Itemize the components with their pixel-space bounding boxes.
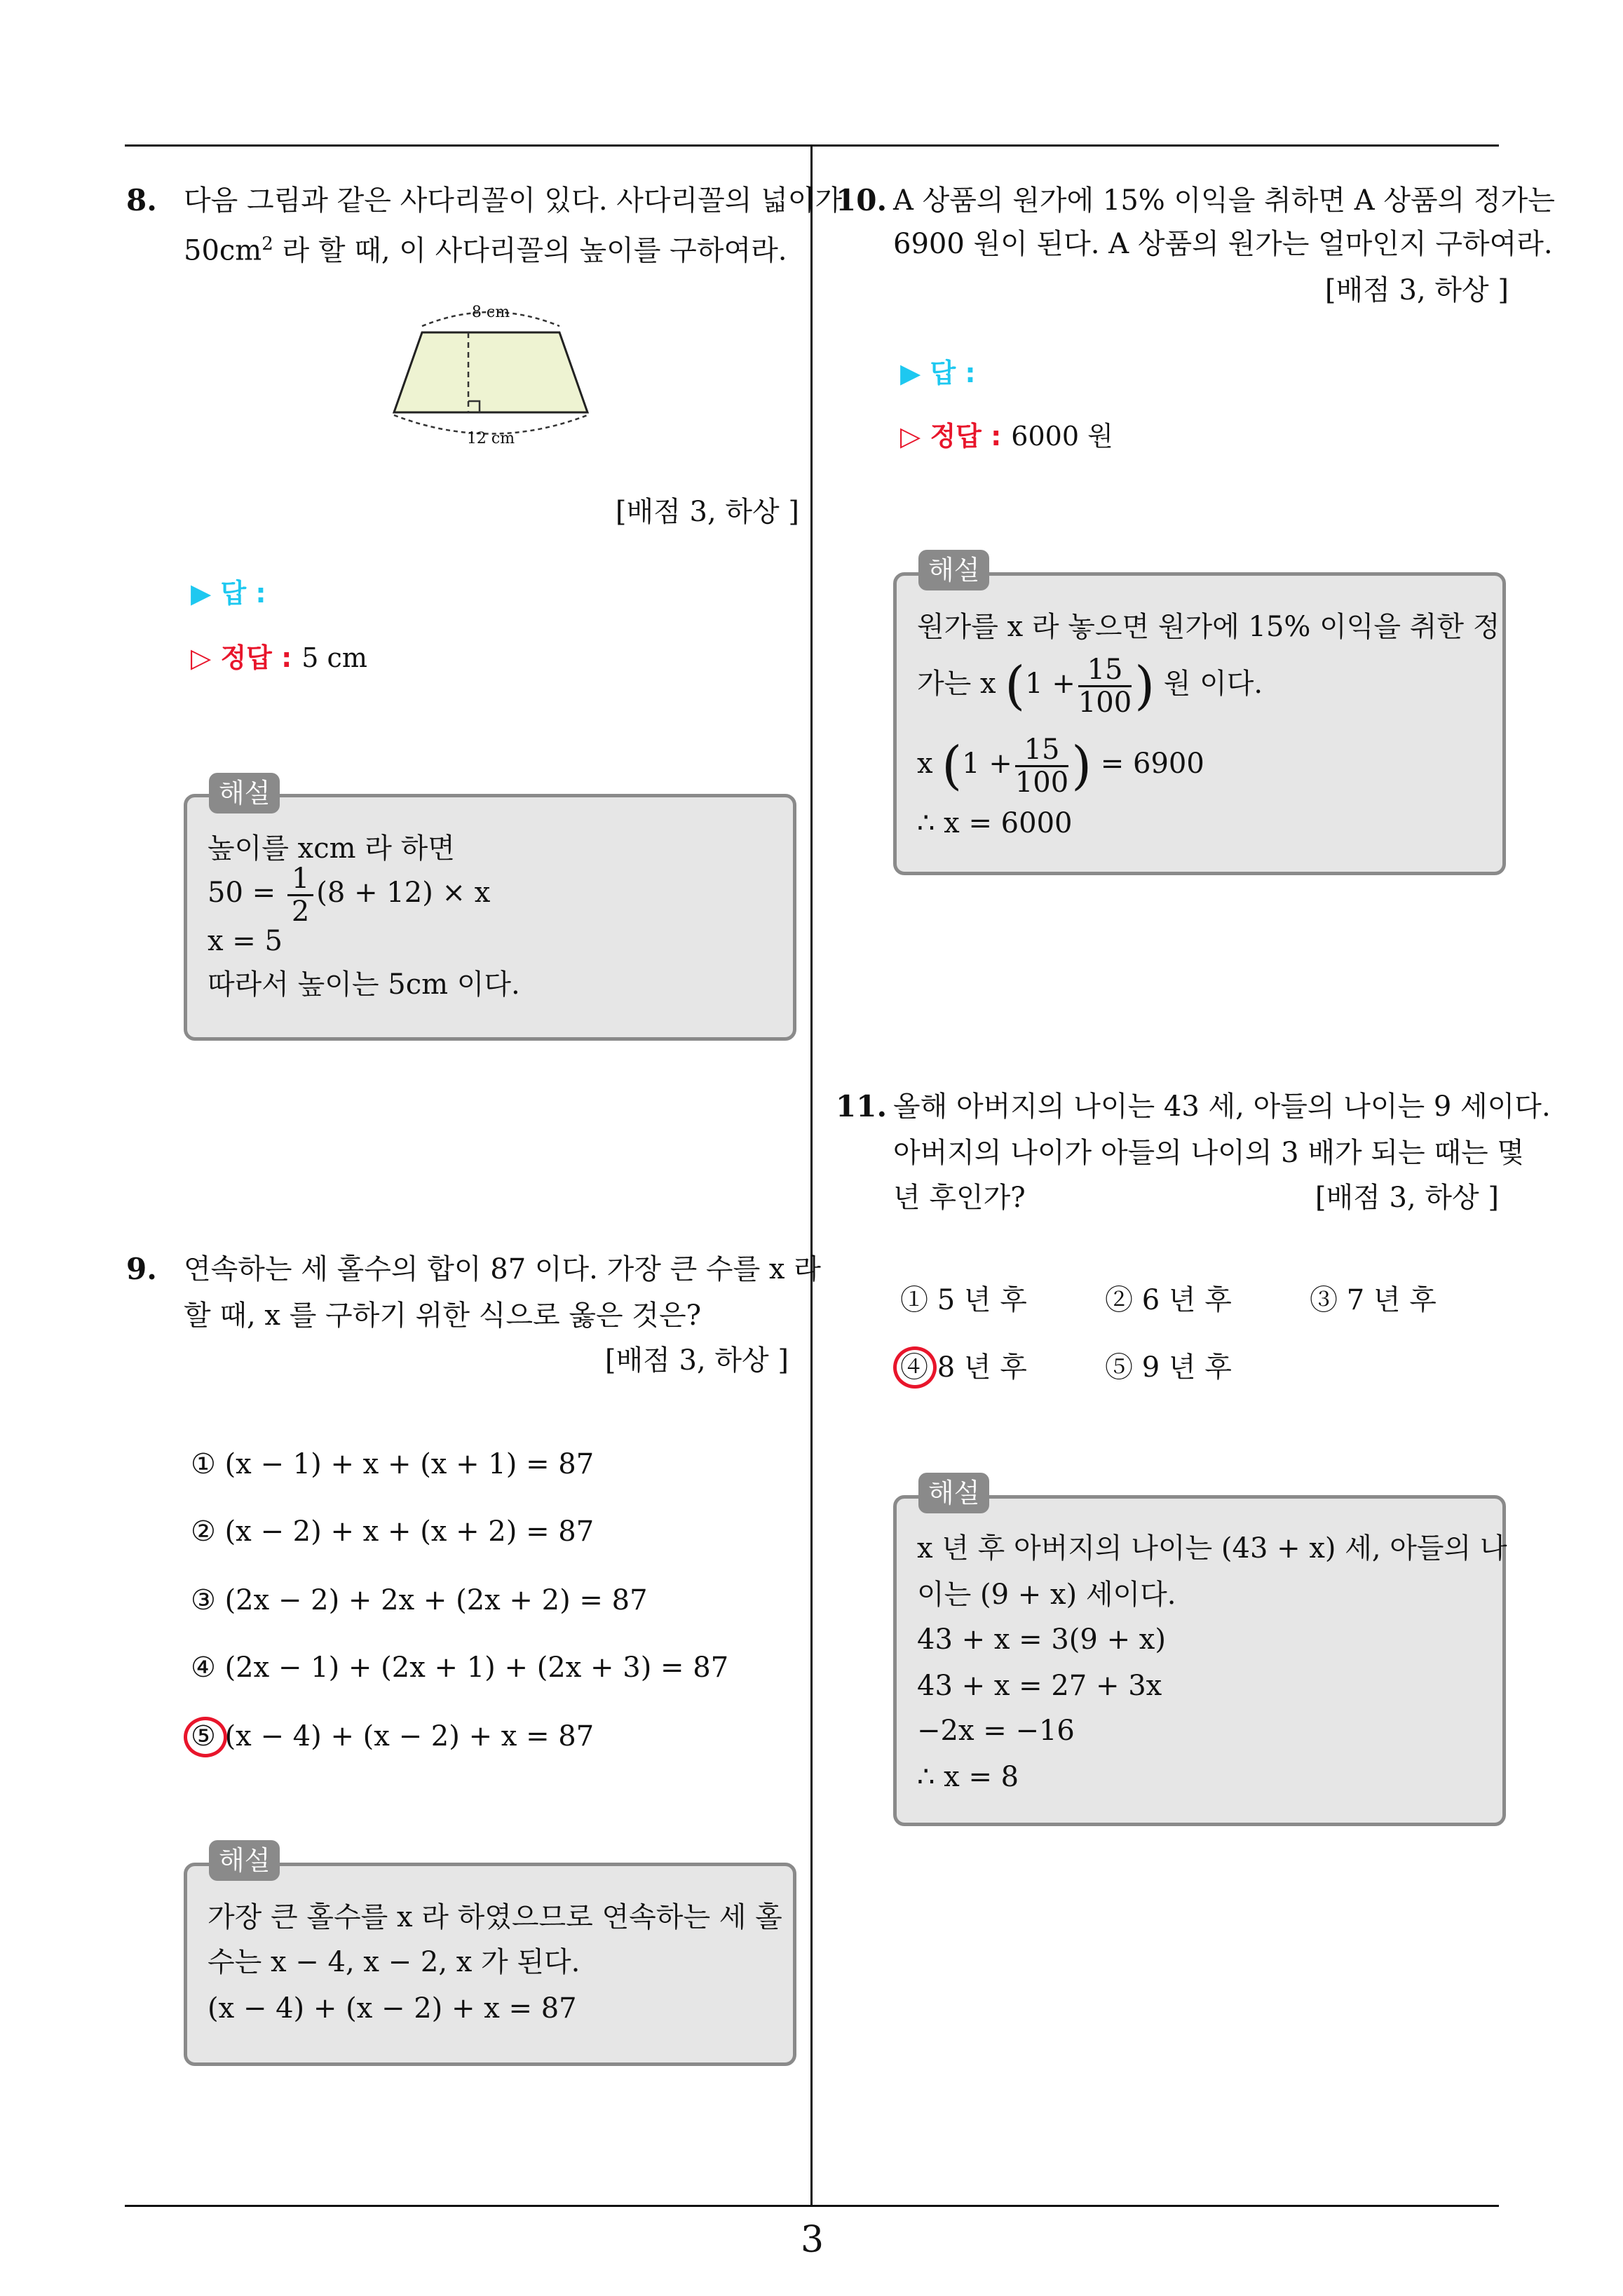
q10-eq-fraction-denominator: 100 bbox=[1014, 766, 1069, 799]
q8-explain-line1: 높이를 xcm 라 하면 bbox=[208, 832, 455, 865]
q8-area-value: 50cm bbox=[184, 234, 262, 267]
q8-correct-label: ▷ 정답 : bbox=[191, 642, 292, 673]
question-9-number: 9. bbox=[126, 1252, 157, 1286]
q10-eq-fraction bbox=[1015, 734, 1068, 798]
question-10-number: 10. bbox=[836, 183, 888, 217]
question-10-line1: A 상품의 원가에 15% 이익을 취하면 A 상품의 정가는 bbox=[893, 184, 1555, 217]
q8-fraction-numerator: 1 bbox=[287, 863, 313, 896]
q8-explain-line4: 따라서 높이는 5cm 이다. bbox=[208, 968, 520, 1001]
q9-choice-4[interactable]: ④ (2x − 1) + (2x + 1) + (2x + 3) = 87 bbox=[191, 1652, 729, 1684]
q10-explain-line4: ∴ x = 6000 bbox=[917, 807, 1073, 839]
q8-score: [배점 3, 하상 ] bbox=[615, 496, 799, 528]
q8-explain-eq-left: 50 = bbox=[208, 877, 285, 909]
question-11-line1: 올해 아버지의 나이는 43 세, 아들의 나이는 9 세이다. bbox=[893, 1090, 1551, 1123]
q10-fraction bbox=[1078, 654, 1132, 718]
bottom-length-label: 12 cm bbox=[466, 430, 515, 447]
q8-explanation-tab: 해설 bbox=[209, 773, 280, 813]
q10-right-paren: ) bbox=[1134, 656, 1155, 716]
q8-explain-line2 bbox=[208, 861, 490, 927]
q10-eq-one-plus: 1 + bbox=[962, 748, 1012, 780]
q10-explanation-tab: 해설 bbox=[918, 550, 989, 590]
column-divider bbox=[810, 144, 813, 2206]
q10-one-plus: 1 + bbox=[1025, 668, 1075, 700]
q8-fraction-denominator: 2 bbox=[291, 895, 310, 928]
question-11-line2: 아버지의 나이가 아들의 나이의 3 배가 되는 때는 몇 bbox=[893, 1137, 1524, 1169]
q10-left-paren: ( bbox=[1005, 656, 1026, 716]
q9-choice-2[interactable]: ② (x − 2) + x + (x + 2) = 87 bbox=[191, 1515, 595, 1548]
q10-correct-value: 6000 원 bbox=[1011, 421, 1113, 452]
q11-score: [배점 3, 하상 ] bbox=[1315, 1182, 1499, 1214]
q9-choice-5[interactable]: ⑤ (x − 4) + (x − 2) + x = 87 bbox=[191, 1720, 595, 1753]
q10-price-x: 가는 x bbox=[917, 668, 996, 700]
q10-eq-right-paren: ) bbox=[1071, 736, 1092, 796]
trapezoid-figure bbox=[386, 295, 596, 449]
q10-fraction-denominator: 100 bbox=[1078, 686, 1132, 719]
question-9-line2: 할 때, x 를 구하기 위한 식으로 옳은 것은? bbox=[184, 1299, 702, 1332]
q8-area-exponent: 2 bbox=[262, 234, 273, 255]
q8-explain-eq-right: (8 + 12) × x bbox=[316, 877, 491, 909]
page-number: 3 bbox=[801, 2219, 824, 2261]
top-length-label: 8 cm bbox=[471, 304, 510, 321]
q11-explain-line1: x 년 후 아버지의 나이는 (43 + x) 세, 아들의 나 bbox=[917, 1532, 1507, 1565]
q11-choice-2[interactable]: ② 6 년 후 bbox=[1105, 1284, 1232, 1316]
q11-selected-circle bbox=[893, 1346, 937, 1389]
q10-answer-label: ▶ 답 : bbox=[900, 358, 976, 389]
question-8-number: 8. bbox=[126, 183, 157, 217]
q10-explain-line3 bbox=[917, 732, 1204, 798]
q11-explain-line2: 이는 (9 + x) 세이다. bbox=[917, 1579, 1176, 1611]
q8-answer-label: ▶ 답 : bbox=[191, 578, 266, 609]
q11-choice-1[interactable]: ① 5 년 후 bbox=[900, 1284, 1027, 1316]
q9-explain-line1: 가장 큰 홀수를 x 라 하였으므로 연속하는 세 홀 bbox=[208, 1901, 782, 1933]
q10-correct-label: ▷ 정답 : bbox=[900, 421, 1002, 452]
q8-correct-line bbox=[191, 641, 367, 675]
q9-score: [배점 3, 하상 ] bbox=[604, 1344, 789, 1377]
question-8-line2 bbox=[184, 227, 787, 267]
q8-explain-line3: x = 5 bbox=[208, 925, 283, 957]
question-9-line1: 연속하는 세 홀수의 합이 87 이다. 가장 큰 수를 x 라 bbox=[184, 1253, 821, 1285]
question-11-line3: 년 후인가? bbox=[893, 1182, 1026, 1214]
q10-price-rest: 원 이다. bbox=[1163, 668, 1263, 700]
q9-explain-line2: 수는 x − 4, x − 2, x 가 된다. bbox=[208, 1946, 580, 1978]
q10-eq-fraction-numerator: 15 bbox=[1015, 734, 1068, 767]
q11-explain-line5: −2x = −16 bbox=[917, 1715, 1075, 1747]
question-11-number: 11. bbox=[836, 1089, 888, 1123]
q11-explain-line3: 43 + x = 3(9 + x) bbox=[917, 1623, 1166, 1656]
q10-fraction-numerator: 15 bbox=[1078, 654, 1132, 687]
q10-eq-left-paren: ( bbox=[942, 736, 963, 796]
q9-explanation-tab: 해설 bbox=[209, 1840, 280, 1881]
q8-line2-rest: 라 할 때, 이 사다리꼴의 높이를 구하여라. bbox=[273, 234, 787, 267]
q8-half-fraction bbox=[287, 863, 313, 927]
q11-explain-line6: ∴ x = 8 bbox=[917, 1761, 1019, 1793]
trapezoid-shape bbox=[394, 332, 588, 412]
q10-score: [배점 3, 하상 ] bbox=[1324, 274, 1509, 306]
q10-eq-rest: = 6900 bbox=[1100, 748, 1204, 780]
q8-correct-value: 5 cm bbox=[301, 642, 367, 673]
q11-explanation-tab: 해설 bbox=[918, 1473, 989, 1513]
q9-explain-line3: (x − 4) + (x − 2) + x = 87 bbox=[208, 1992, 577, 2025]
q9-choice-1[interactable]: ① (x − 1) + x + (x + 1) = 87 bbox=[191, 1448, 595, 1480]
q11-choice-3[interactable]: ③ 7 년 후 bbox=[1310, 1284, 1437, 1316]
q10-eq-x: x bbox=[917, 748, 933, 780]
q10-explain-line1: 원가를 x 라 놓으면 원가에 15% 이익을 취한 정 bbox=[917, 611, 1500, 643]
q10-correct-line bbox=[900, 419, 1113, 453]
question-8-line1: 다음 그림과 같은 사다리꼴이 있다. 사다리꼴의 넓이가 bbox=[184, 184, 843, 217]
q9-choice-3[interactable]: ③ (2x − 2) + 2x + (2x + 2) = 87 bbox=[191, 1584, 648, 1616]
q11-choice-5[interactable]: ⑤ 9 년 후 bbox=[1105, 1351, 1232, 1384]
q11-explain-line4: 43 + x = 27 + 3x bbox=[917, 1670, 1162, 1702]
q9-selected-circle bbox=[184, 1717, 227, 1757]
question-10-line2: 6900 원이 된다. A 상품의 원가는 얼마인지 구하여라. bbox=[893, 228, 1553, 260]
q11-choice-4[interactable]: ④ 8 년 후 bbox=[900, 1351, 1027, 1384]
q10-explain-line2 bbox=[917, 652, 1263, 718]
